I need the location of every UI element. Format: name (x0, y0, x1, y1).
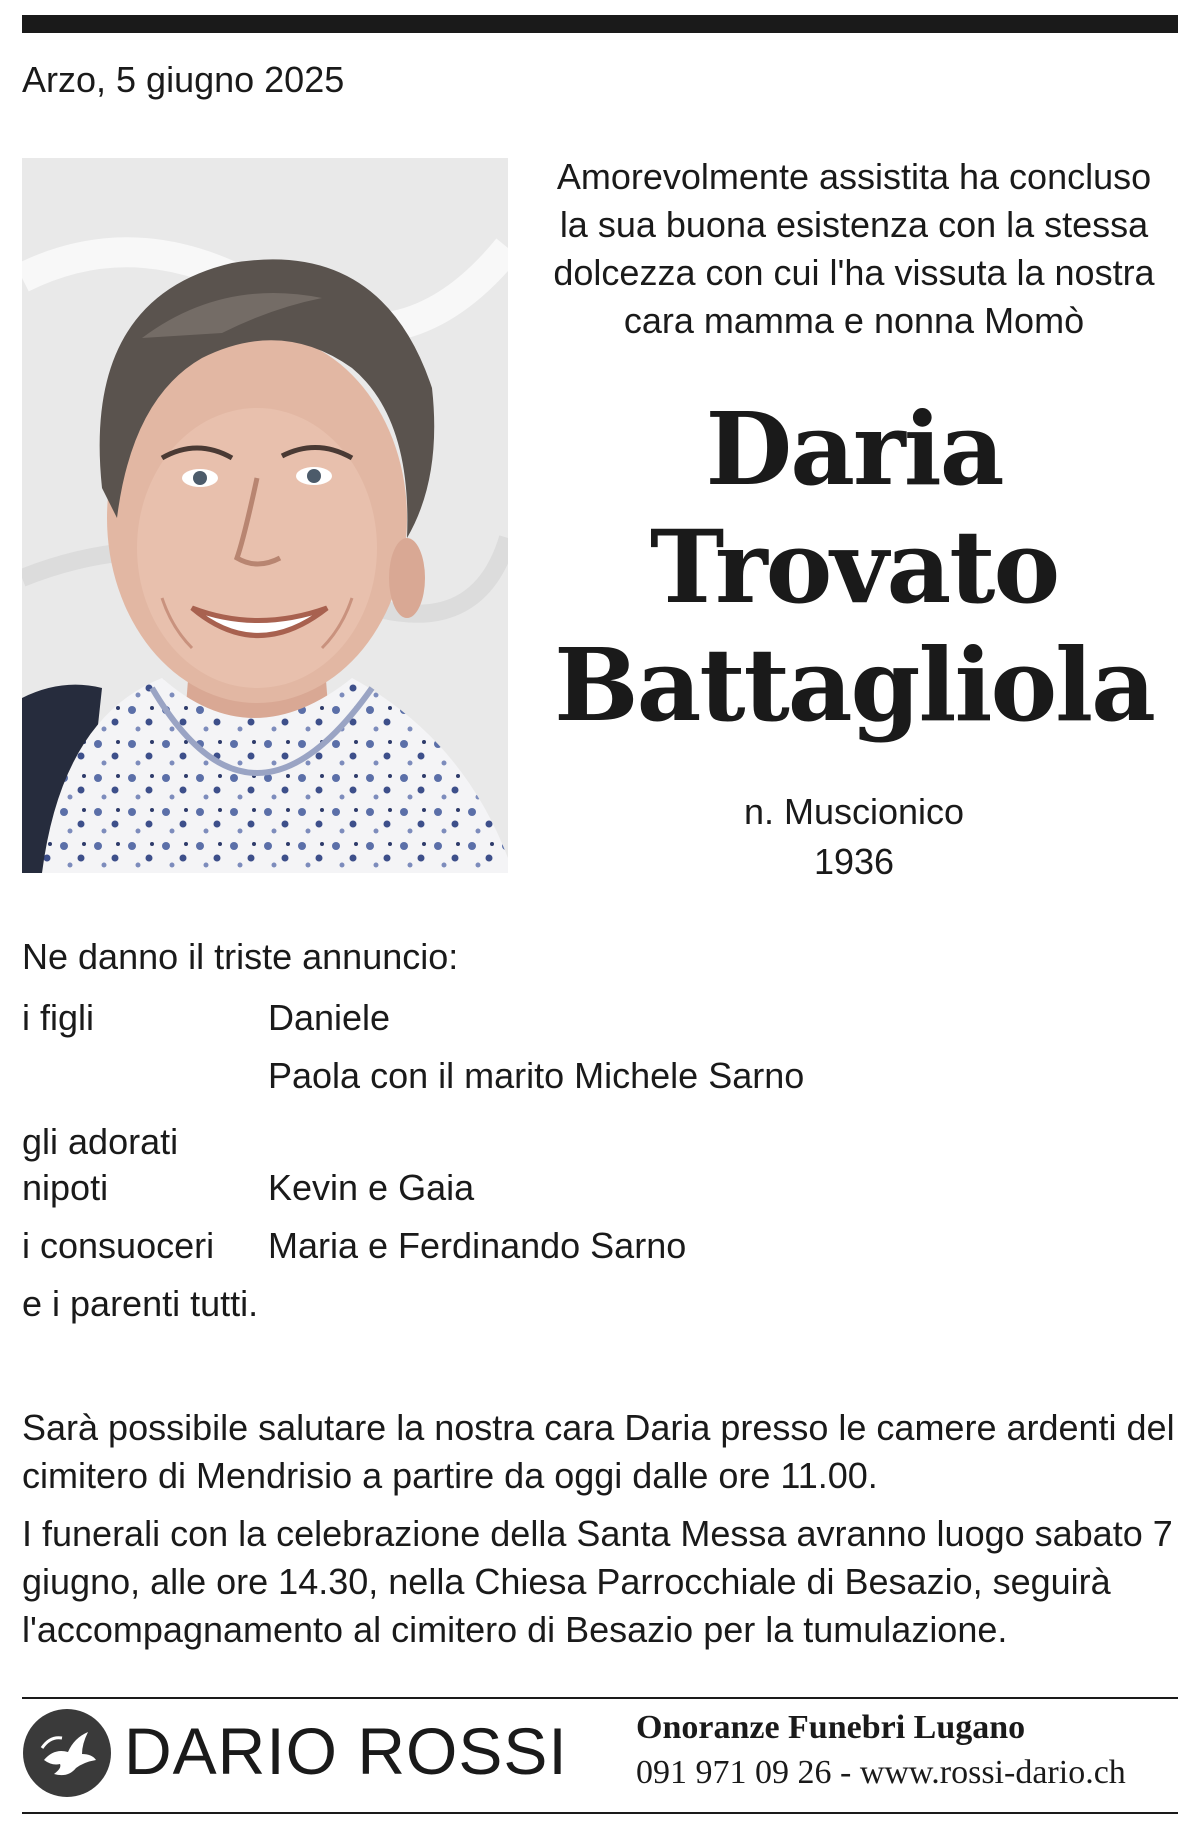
intro-text (530, 153, 1178, 345)
mourner-name: Daniele (268, 997, 391, 1038)
relation-label: nipoti (22, 1167, 109, 1208)
intro-line: cara mamma e nonna Momò (623, 300, 1085, 341)
intro-line: dolcezza con cui l'ha vissuta la nostra (553, 252, 1155, 293)
other-relatives: e i parenti tutti. (22, 1283, 259, 1324)
mourner-name: Paola con il marito Michele Sarno (268, 1055, 805, 1096)
name-line-first: Daria (705, 390, 1003, 508)
intro-line: Amorevolmente assistita ha concluso (556, 156, 1152, 197)
relation-label: gli adorati (22, 1121, 179, 1162)
footer-rule-bottom (22, 1812, 1178, 1814)
firm-block (636, 1706, 1182, 1796)
announcement-heading: Ne danno il triste annuncio: (22, 936, 459, 977)
mourners-section (22, 933, 1178, 1333)
portrait-photo (22, 158, 508, 873)
intro-line: la sua buona esistenza con la stessa (559, 204, 1149, 245)
firm-contact: 091 971 09 26 - www.rossi-dario.ch (636, 1754, 1126, 1791)
footer-rule-top (22, 1697, 1178, 1699)
relation-label: i figli (22, 997, 95, 1038)
viewing-info: Sarà possibile salutare la nostra cara Daria presso le camere ardenti del cimitero di Mendrisio a partire da oggi dalle ore 11.00. (22, 1407, 1175, 1496)
portrait-illustration (22, 158, 508, 873)
brand-name: DARIO ROSSI (124, 1714, 568, 1788)
dateline: Arzo, 5 giugno 2025 (22, 59, 345, 100)
deceased-name (530, 390, 1178, 744)
mourner-row-nipoti (22, 1119, 1178, 1211)
birth-year: 1936 (813, 841, 895, 882)
birth-place: n. Muscionico (743, 791, 965, 832)
mourner-row-consuoceri (22, 1217, 1178, 1275)
dove-icon (22, 1708, 112, 1798)
top-rule (22, 15, 1178, 33)
mourner-name: Kevin e Gaia (268, 1167, 475, 1208)
name-line-surname: Trovato (649, 508, 1059, 626)
mourner-row-figli (22, 989, 1178, 1105)
mourner-name: Maria e Ferdinando Sarno (268, 1225, 687, 1266)
firm-name: Onoranze Funebri Lugano (636, 1709, 1026, 1746)
relation-label: i consuoceri (22, 1225, 215, 1266)
name-line-maiden: Battagliola (554, 626, 1154, 744)
funeral-details: I funerali con la celebrazione della Santa Messa avranno luogo sabato 7 giugno, alle ore 14.30, nella Chiesa Parrocchiale di Besazio, seguirà l'accompagnamento al cimitero di Besazio per la tumulazione. (22, 1513, 1173, 1650)
birth-info (530, 787, 1178, 887)
funeral-info (22, 1404, 1182, 1664)
